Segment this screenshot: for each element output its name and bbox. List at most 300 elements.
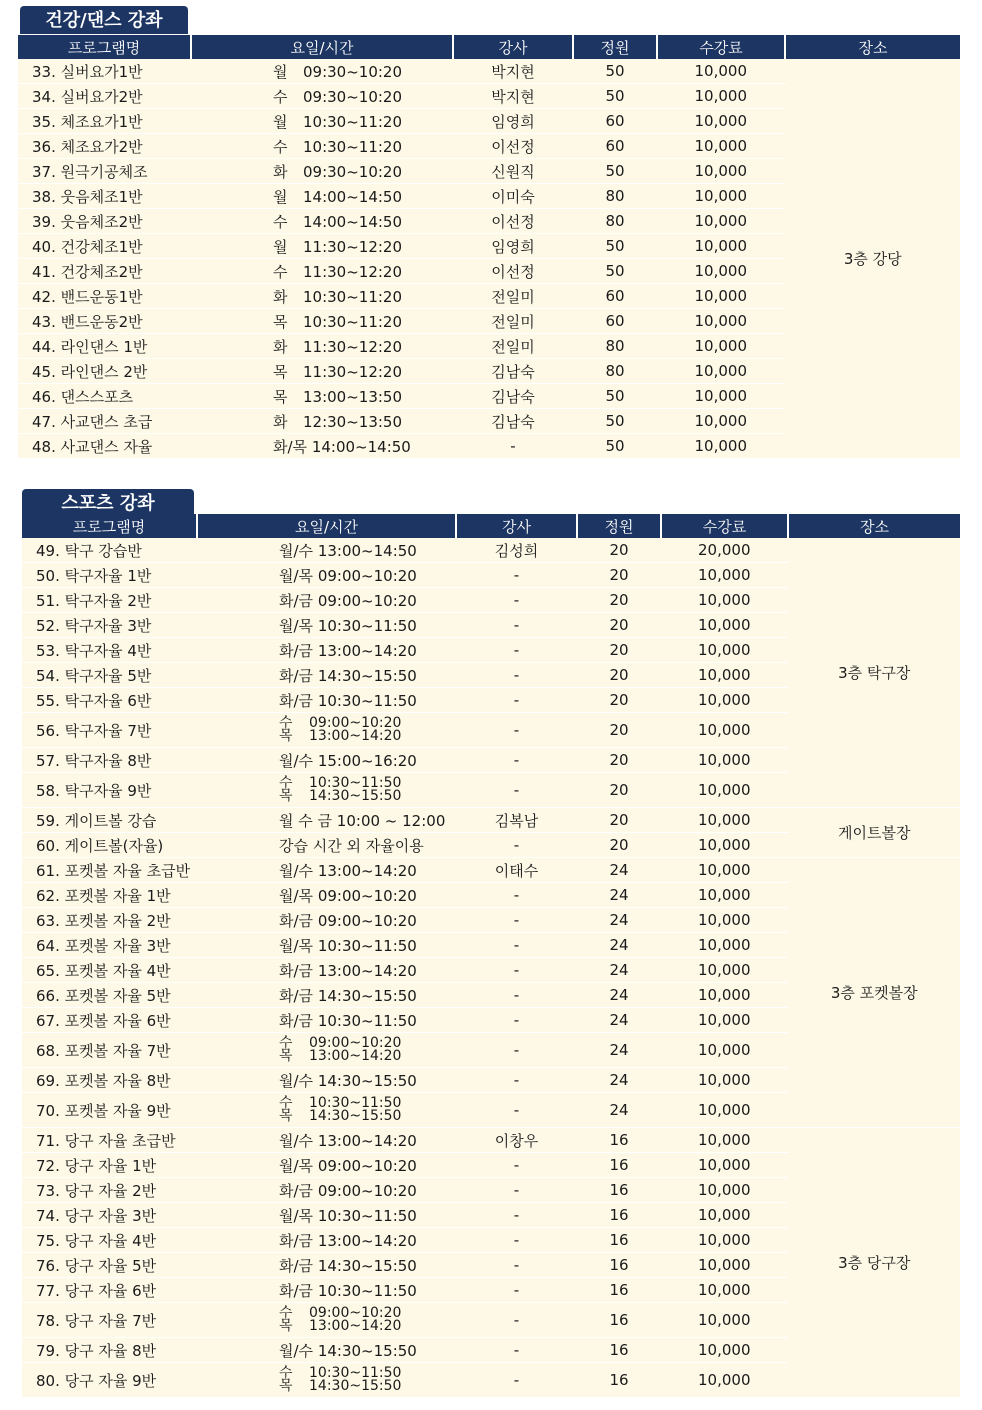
- fee-cell: 10,000: [657, 359, 785, 384]
- day: 월: [273, 237, 288, 256]
- row-number: 50.: [36, 566, 60, 585]
- day: 수: [273, 262, 288, 281]
- time: 09:00~10:20: [317, 911, 417, 930]
- program-cell: [22, 1363, 197, 1398]
- day: 화/금: [279, 641, 314, 660]
- fee-cell: 10,000: [661, 858, 788, 883]
- teacher-cell: -: [456, 1008, 577, 1033]
- time: 14:00~14:50: [303, 212, 403, 231]
- time: 14:30~15:50: [317, 986, 417, 1005]
- day: 화/금: [279, 1256, 314, 1275]
- time: 13:00~14:20: [317, 961, 417, 980]
- fee-cell: 10,000: [657, 259, 785, 284]
- fee-cell: 10,000: [661, 1363, 788, 1398]
- capacity-cell: 24: [577, 883, 661, 908]
- day: 화: [273, 412, 288, 431]
- time: 10:30~11:50: [317, 616, 417, 635]
- day: 수: [279, 1305, 293, 1321]
- program-name: 탁구자율 2반: [64, 591, 152, 610]
- capacity-cell: 24: [577, 983, 661, 1008]
- program-name: 당구 자율 7반: [64, 1311, 157, 1330]
- header-fee: 수강료: [661, 514, 788, 538]
- days: [279, 1367, 309, 1393]
- capacity-cell: 20: [577, 688, 661, 713]
- program-cell: [22, 748, 197, 773]
- schedule-cell: [197, 613, 456, 638]
- capacity-cell: 60: [573, 309, 657, 334]
- schedule-table: [18, 35, 960, 459]
- program-name: 당구 자율 5반: [64, 1256, 157, 1275]
- teacher-cell: 이선정: [453, 134, 573, 159]
- schedule-cell: [191, 309, 453, 334]
- teacher-cell: 이선정: [453, 259, 573, 284]
- teacher-cell: 박지현: [453, 59, 573, 84]
- days: [279, 1037, 309, 1063]
- program-name: 라인댄스 1반: [60, 337, 148, 356]
- schedule-cell: [197, 1303, 456, 1338]
- day: 목: [279, 1318, 293, 1334]
- fee-cell: 10,000: [657, 209, 785, 234]
- schedule-cell: [191, 284, 453, 309]
- row-number: 45.: [32, 362, 56, 381]
- teacher-cell: -: [456, 908, 577, 933]
- time: 11:30~12:20: [303, 262, 403, 281]
- row-number: 47.: [32, 412, 56, 431]
- day: 화/금: [279, 1181, 314, 1200]
- schedule-cell: [197, 858, 456, 883]
- header-fee: 수강료: [657, 35, 785, 59]
- day: 월/수: [279, 1341, 314, 1360]
- teacher-cell: 김남숙: [453, 359, 573, 384]
- program-name: 사교댄스 초급: [60, 412, 153, 431]
- program-cell: [22, 638, 197, 663]
- row-number: 76.: [36, 1256, 60, 1275]
- teacher-cell: 이태수: [456, 858, 577, 883]
- fee-cell: 10,000: [661, 1253, 788, 1278]
- program-cell: [22, 1253, 197, 1278]
- schedule-split: [279, 1307, 456, 1333]
- teacher-cell: -: [456, 713, 577, 748]
- days: [279, 1097, 309, 1123]
- row-number: 46.: [32, 387, 56, 406]
- capacity-cell: 24: [577, 1068, 661, 1093]
- program-cell: [22, 1153, 197, 1178]
- time: 14:30~15:50: [317, 1341, 417, 1360]
- capacity-cell: 24: [577, 858, 661, 883]
- fee-cell: 10,000: [661, 613, 788, 638]
- header-time: 요일/시간: [191, 35, 453, 59]
- fee-cell: 10,000: [657, 159, 785, 184]
- teacher-cell: 김성희: [456, 538, 577, 563]
- fee-cell: 10,000: [661, 563, 788, 588]
- day: 목: [273, 312, 288, 331]
- capacity-cell: 16: [577, 1228, 661, 1253]
- day: 월/수: [279, 1131, 314, 1150]
- teacher-cell: -: [456, 1203, 577, 1228]
- teacher-cell: -: [456, 833, 577, 858]
- schedule-cell: [197, 773, 456, 808]
- program-cell: [22, 933, 197, 958]
- teacher-cell: -: [456, 933, 577, 958]
- day: 화/금: [279, 961, 314, 980]
- schedule-cell: [191, 334, 453, 359]
- teacher-cell: -: [456, 1153, 577, 1178]
- program-name: 체조요가2반: [60, 137, 143, 156]
- program-cell: [18, 259, 191, 284]
- program-name: 실버요가2반: [60, 87, 143, 106]
- time: 10:30~11:20: [303, 112, 403, 131]
- row-number: 64.: [36, 936, 60, 955]
- time: 14:30~15:50: [317, 666, 417, 685]
- schedule-cell: [197, 1128, 456, 1153]
- program-cell: [22, 613, 197, 638]
- capacity-cell: 16: [577, 1178, 661, 1203]
- program-name: 포켓볼 자율 초급반: [64, 861, 191, 880]
- table-row: [22, 858, 960, 883]
- schedule-cell: [197, 883, 456, 908]
- program-cell: [18, 59, 191, 84]
- days: [279, 717, 309, 743]
- program-name: 포켓볼 자율 9반: [64, 1101, 171, 1120]
- day: 강습 시간 외 자율이용: [279, 836, 424, 855]
- program-cell: [18, 134, 191, 159]
- time: 10:30~11:50: [317, 1011, 417, 1030]
- row-number: 58.: [36, 781, 60, 800]
- schedule-cell: [197, 1153, 456, 1178]
- row-number: 57.: [36, 751, 60, 770]
- row-number: 41.: [32, 262, 56, 281]
- capacity-cell: 50: [573, 384, 657, 409]
- teacher-cell: 김남숙: [453, 409, 573, 434]
- schedule-split: [279, 777, 456, 803]
- capacity-cell: 20: [577, 833, 661, 858]
- capacity-cell: 20: [577, 563, 661, 588]
- time: 13:00~14:20: [309, 1048, 402, 1064]
- teacher-cell: -: [456, 883, 577, 908]
- capacity-cell: 50: [573, 259, 657, 284]
- time: 14:30~15:50: [317, 1256, 417, 1275]
- row-number: 61.: [36, 861, 60, 880]
- day: 수: [279, 1365, 293, 1381]
- schedule-cell: [191, 409, 453, 434]
- program-cell: [18, 84, 191, 109]
- time: 09:00~10:20: [317, 1181, 417, 1200]
- day: 화/금: [279, 591, 314, 610]
- row-number: 33.: [32, 62, 56, 81]
- schedule-cell: [191, 209, 453, 234]
- times: [309, 1037, 401, 1063]
- capacity-cell: 16: [577, 1303, 661, 1338]
- time: 09:00~10:20: [317, 1156, 417, 1175]
- fee-cell: 10,000: [657, 284, 785, 309]
- program-cell: [22, 808, 197, 833]
- day: 목: [279, 728, 293, 744]
- program-name: 탁구자율 7반: [64, 721, 152, 740]
- place-cell: 3층 당구장: [788, 1128, 960, 1398]
- day: 월/목: [279, 616, 314, 635]
- row-number: 39.: [32, 212, 56, 231]
- fee-cell: 10,000: [657, 234, 785, 259]
- program-name: 당구 자율 6반: [64, 1281, 157, 1300]
- teacher-cell: -: [456, 663, 577, 688]
- capacity-cell: 50: [573, 59, 657, 84]
- teacher-cell: -: [456, 748, 577, 773]
- day: 월/목: [279, 1156, 314, 1175]
- day: 화/금: [279, 1281, 314, 1300]
- schedule-split: [279, 1097, 456, 1123]
- program-name: 밴드운동1반: [60, 287, 143, 306]
- row-number: 80.: [36, 1371, 60, 1390]
- fee-cell: 10,000: [661, 808, 788, 833]
- day: 수: [273, 212, 288, 231]
- row-number: 74.: [36, 1206, 60, 1225]
- fee-cell: 10,000: [661, 688, 788, 713]
- fee-cell: 10,000: [661, 588, 788, 613]
- time: 13:00~14:20: [317, 1231, 417, 1250]
- capacity-cell: 80: [573, 359, 657, 384]
- row-number: 35.: [32, 112, 56, 131]
- day: 월/목: [279, 1206, 314, 1225]
- header-teacher: 강사: [453, 35, 573, 59]
- fee-cell: 10,000: [661, 833, 788, 858]
- schedule-cell: [197, 1093, 456, 1128]
- schedule-cell: [197, 713, 456, 748]
- program-name: 당구 자율 4반: [64, 1231, 157, 1250]
- program-cell: [22, 1033, 197, 1068]
- day: 수: [279, 1035, 293, 1051]
- times: [309, 1367, 401, 1393]
- time: 13:00~14:50: [317, 541, 417, 560]
- time: 14:00~14:50: [311, 437, 411, 456]
- time: 11:30~12:20: [303, 237, 403, 256]
- program-name: 포켓볼 자율 7반: [64, 1041, 171, 1060]
- day: 화: [273, 337, 288, 356]
- schedule-split: [279, 1367, 456, 1393]
- schedule-cell: [197, 1033, 456, 1068]
- days: [279, 1307, 309, 1333]
- program-name: 당구 자율 1반: [64, 1156, 157, 1175]
- row-number: 66.: [36, 986, 60, 1005]
- time: 09:00~10:20: [309, 715, 402, 731]
- time: 13:00~14:20: [317, 1131, 417, 1150]
- schedule-cell: [197, 1228, 456, 1253]
- capacity-cell: 20: [577, 663, 661, 688]
- program-name: 당구 자율 9반: [64, 1371, 157, 1390]
- fee-cell: 10,000: [661, 883, 788, 908]
- teacher-cell: -: [456, 958, 577, 983]
- time: 15:00~16:20: [317, 751, 417, 770]
- schedule-table: [22, 514, 960, 1398]
- teacher-cell: -: [456, 1338, 577, 1363]
- program-name: 탁구자율 4반: [64, 641, 152, 660]
- row-number: 36.: [32, 137, 56, 156]
- program-name: 포켓볼 자율 2반: [64, 911, 171, 930]
- fee-cell: 10,000: [661, 748, 788, 773]
- teacher-cell: 이선정: [453, 209, 573, 234]
- program-cell: [22, 1008, 197, 1033]
- program-cell: [22, 1278, 197, 1303]
- schedule-cell: [191, 59, 453, 84]
- program-cell: [22, 1093, 197, 1128]
- day: 수: [273, 137, 288, 156]
- program-name: 탁구자율 1반: [64, 566, 152, 585]
- capacity-cell: 24: [577, 908, 661, 933]
- fee-cell: 10,000: [661, 1303, 788, 1338]
- capacity-cell: 24: [577, 1033, 661, 1068]
- table-row: [22, 1128, 960, 1153]
- program-name: 당구 자율 초급반: [64, 1131, 176, 1150]
- time: 14:30~15:50: [317, 1071, 417, 1090]
- program-name: 포켓볼 자율 5반: [64, 986, 171, 1005]
- teacher-cell: -: [453, 434, 573, 459]
- fee-cell: 10,000: [661, 1203, 788, 1228]
- schedule-cell: [191, 134, 453, 159]
- program-cell: [18, 109, 191, 134]
- schedule-cell: [197, 833, 456, 858]
- schedule-cell: [197, 1363, 456, 1398]
- program-cell: [18, 209, 191, 234]
- program-cell: [18, 409, 191, 434]
- time: 10:30~11:50: [309, 1095, 402, 1111]
- fee-cell: 10,000: [657, 434, 785, 459]
- day: 월/수: [279, 751, 314, 770]
- capacity-cell: 24: [577, 1008, 661, 1033]
- schedule-cell: [197, 1278, 456, 1303]
- program-cell: [22, 1303, 197, 1338]
- program-cell: [18, 384, 191, 409]
- schedule-cell: [197, 748, 456, 773]
- row-number: 78.: [36, 1311, 60, 1330]
- day: 목: [279, 788, 293, 804]
- place-cell: 3층 강당: [785, 59, 960, 459]
- day: 화: [273, 162, 288, 181]
- time: 10:00 ~ 12:00: [336, 811, 446, 830]
- fee-cell: 10,000: [657, 59, 785, 84]
- program-name: 포켓볼 자율 4반: [64, 961, 171, 980]
- teacher-cell: 전일미: [453, 309, 573, 334]
- day: 월: [273, 112, 288, 131]
- teacher-cell: 임영희: [453, 234, 573, 259]
- program-cell: [18, 309, 191, 334]
- time: 13:00~14:20: [317, 861, 417, 880]
- fee-cell: 10,000: [657, 84, 785, 109]
- time: 10:30~11:50: [317, 1206, 417, 1225]
- program-name: 밴드운동2반: [60, 312, 143, 331]
- program-name: 건강체조1반: [60, 237, 143, 256]
- days: [279, 777, 309, 803]
- teacher-cell: 임영희: [453, 109, 573, 134]
- time: 10:30~11:50: [317, 936, 417, 955]
- teacher-cell: -: [456, 1033, 577, 1068]
- table-header: [22, 514, 960, 538]
- fee-cell: 10,000: [661, 773, 788, 808]
- day: 화/금: [279, 666, 314, 685]
- fee-cell: 10,000: [661, 1033, 788, 1068]
- program-cell: [22, 833, 197, 858]
- day: 목: [279, 1048, 293, 1064]
- schedule-cell: [197, 933, 456, 958]
- program-name: 당구 자율 3반: [64, 1206, 157, 1225]
- program-name: 댄스스포츠: [60, 387, 134, 406]
- day: 화/목: [273, 437, 308, 456]
- teacher-cell: -: [456, 1178, 577, 1203]
- teacher-cell: -: [456, 688, 577, 713]
- program-cell: [22, 1128, 197, 1153]
- time: 12:30~13:50: [303, 412, 403, 431]
- schedule-cell: [191, 384, 453, 409]
- row-number: 38.: [32, 187, 56, 206]
- fee-cell: 10,000: [657, 109, 785, 134]
- program-cell: [22, 1228, 197, 1253]
- capacity-cell: 16: [577, 1253, 661, 1278]
- teacher-cell: 신원직: [453, 159, 573, 184]
- time: 09:30~10:20: [303, 162, 403, 181]
- program-cell: [22, 1178, 197, 1203]
- times: [309, 1097, 401, 1123]
- row-number: 48.: [32, 437, 56, 456]
- day: 월: [273, 187, 288, 206]
- time: 13:00~14:20: [309, 728, 402, 744]
- row-number: 56.: [36, 721, 60, 740]
- schedule-cell: [191, 234, 453, 259]
- capacity-cell: 50: [573, 159, 657, 184]
- teacher-cell: 전일미: [453, 284, 573, 309]
- time: 14:00~14:50: [303, 187, 403, 206]
- capacity-cell: 80: [573, 334, 657, 359]
- fee-cell: 10,000: [661, 958, 788, 983]
- program-cell: [22, 1338, 197, 1363]
- row-number: 62.: [36, 886, 60, 905]
- program-cell: [22, 663, 197, 688]
- row-number: 52.: [36, 616, 60, 635]
- row-number: 59.: [36, 811, 60, 830]
- program-name: 포켓볼 자율 3반: [64, 936, 171, 955]
- program-name: 당구 자율 8반: [64, 1341, 157, 1360]
- fee-cell: 10,000: [661, 1128, 788, 1153]
- teacher-cell: -: [456, 1068, 577, 1093]
- row-number: 69.: [36, 1071, 60, 1090]
- capacity-cell: 24: [577, 933, 661, 958]
- row-number: 53.: [36, 641, 60, 660]
- times: [309, 777, 401, 803]
- schedule-cell: [197, 688, 456, 713]
- time: 14:30~15:50: [309, 1378, 402, 1394]
- row-number: 70.: [36, 1101, 60, 1120]
- time: 13:00~14:20: [317, 641, 417, 660]
- time: 13:00~13:50: [303, 387, 403, 406]
- day: 화: [273, 287, 288, 306]
- capacity-cell: 24: [577, 1093, 661, 1128]
- header-program: 프로그램명: [18, 35, 191, 59]
- program-cell: [22, 538, 197, 563]
- section-title: 건강/댄스 강좌: [20, 6, 188, 34]
- capacity-cell: 20: [577, 808, 661, 833]
- capacity-cell: 20: [577, 748, 661, 773]
- capacity-cell: 16: [577, 1203, 661, 1228]
- teacher-cell: 김복남: [456, 808, 577, 833]
- time: 10:30~11:20: [303, 137, 403, 156]
- teacher-cell: -: [456, 1363, 577, 1398]
- teacher-cell: -: [456, 1278, 577, 1303]
- schedule-cell: [197, 1008, 456, 1033]
- row-number: 34.: [32, 87, 56, 106]
- capacity-cell: 50: [573, 434, 657, 459]
- schedule-cell: [197, 908, 456, 933]
- capacity-cell: 16: [577, 1338, 661, 1363]
- row-number: 71.: [36, 1131, 60, 1150]
- day: 월/목: [279, 566, 314, 585]
- program-name: 탁구자율 6반: [64, 691, 152, 710]
